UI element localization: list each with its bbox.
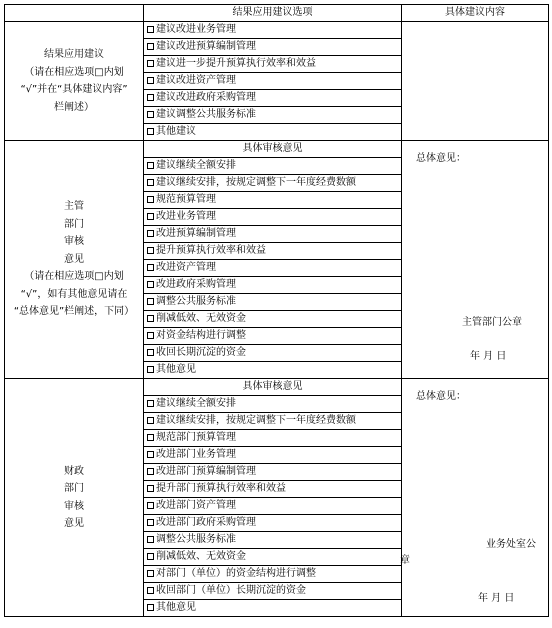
section2-label-cell xyxy=(5,141,144,379)
checkbox[interactable] xyxy=(147,553,154,560)
section1-label-cell xyxy=(5,22,144,141)
header-blank xyxy=(5,5,144,22)
section2-option[interactable] xyxy=(144,362,402,379)
option-label: 其他意见 xyxy=(156,602,196,614)
section2-option[interactable] xyxy=(144,311,402,328)
section2-label-line: “总体意见”栏阐述，下同） xyxy=(13,306,135,318)
section3-option[interactable] xyxy=(144,600,402,617)
section2-option[interactable] xyxy=(144,260,402,277)
section2-option[interactable] xyxy=(144,243,402,260)
checkbox[interactable] xyxy=(147,604,154,611)
seal-label-overflow: 章 xyxy=(400,555,410,566)
section1-option[interactable] xyxy=(144,90,402,107)
checkbox[interactable] xyxy=(147,247,154,254)
header-options: 结果应用建议选项 xyxy=(144,5,402,22)
section2-label-line: 意见 xyxy=(64,253,84,265)
option-label: 规范部门预算管理 xyxy=(156,432,236,444)
section3-option[interactable] xyxy=(144,447,402,464)
section2-label-line: 主管 xyxy=(64,201,84,213)
section1-option[interactable] xyxy=(144,39,402,56)
section3-option[interactable] xyxy=(144,396,402,413)
section1-option[interactable] xyxy=(144,56,402,73)
section3-option[interactable] xyxy=(144,583,402,600)
section3-label-line: 审核 xyxy=(64,500,84,512)
section3-overall-cell[interactable] xyxy=(402,379,549,617)
checkbox[interactable] xyxy=(147,485,154,492)
section2-label-line: 审核 xyxy=(64,236,84,248)
section1-option[interactable] xyxy=(144,107,402,124)
option-label: 削减低效、无效资金 xyxy=(156,551,246,563)
section2-option[interactable] xyxy=(144,226,402,243)
option-label: 收回部门（单位）长期沉淀的资金 xyxy=(156,585,306,597)
option-label: 改进政府采购管理 xyxy=(156,279,236,291)
option-label: 调整公共服务标准 xyxy=(156,534,236,546)
option-label: 其他意见 xyxy=(156,364,196,376)
checkbox[interactable] xyxy=(147,451,154,458)
section2-label-line: “√”，如有其他意见请在 xyxy=(20,288,128,300)
section1-option[interactable] xyxy=(144,73,402,90)
checkbox[interactable] xyxy=(147,366,154,373)
checkbox[interactable] xyxy=(147,536,154,543)
option-label: 改进部门业务管理 xyxy=(156,449,236,461)
section2-option[interactable] xyxy=(144,294,402,311)
section3-option[interactable] xyxy=(144,413,402,430)
section3-subheader-row xyxy=(5,379,549,396)
section2-option[interactable] xyxy=(144,192,402,209)
form-table xyxy=(4,4,549,617)
checkbox[interactable] xyxy=(147,111,154,118)
option-label: 建议继续全额安排 xyxy=(156,398,236,410)
section2-overall-cell[interactable] xyxy=(402,141,549,379)
option-label: 建议改进业务管理 xyxy=(156,24,236,36)
date-label: 年 月 日 xyxy=(478,593,515,604)
checkbox[interactable] xyxy=(147,162,154,169)
section3-option[interactable] xyxy=(144,549,402,566)
section3-option[interactable] xyxy=(144,532,402,549)
checkbox[interactable] xyxy=(147,587,154,594)
section2-label-line: （请在相应选项□内划 xyxy=(24,271,124,283)
section1-label-line: “√”并在“具体建议内容” xyxy=(20,84,128,95)
checkbox[interactable] xyxy=(147,298,154,305)
section2-option[interactable] xyxy=(144,345,402,362)
checkbox[interactable] xyxy=(147,417,154,424)
section2-label-line: 部门 xyxy=(64,218,84,230)
section2-option[interactable] xyxy=(144,209,402,226)
option-label: 建议继续安排，按规定调整下一年度经费数额 xyxy=(156,177,356,189)
checkbox[interactable] xyxy=(147,60,154,67)
checkbox[interactable] xyxy=(147,400,154,407)
option-label: 改进部门资产管理 xyxy=(156,500,236,512)
checkbox[interactable] xyxy=(147,128,154,135)
checkbox[interactable] xyxy=(147,468,154,475)
header-content: 具体建议内容 xyxy=(402,5,549,22)
section3-label-line: 财政 xyxy=(64,465,84,477)
option-label: 建议进一步提升预算执行效率和效益 xyxy=(156,58,316,70)
seal-label: 主管部门公章 xyxy=(462,317,522,328)
section3-option[interactable] xyxy=(144,498,402,515)
checkbox[interactable] xyxy=(147,332,154,339)
checkbox[interactable] xyxy=(147,213,154,220)
checkbox[interactable] xyxy=(147,43,154,50)
checkbox[interactable] xyxy=(147,77,154,84)
section1-overall-cell[interactable] xyxy=(402,22,549,141)
overall-opinion-label: 总体意见： xyxy=(416,391,466,402)
checkbox[interactable] xyxy=(147,502,154,509)
section1-option[interactable] xyxy=(144,22,402,39)
section2-option[interactable] xyxy=(144,277,402,294)
section2-subheader: 具体审核意见 xyxy=(144,141,402,158)
section1-label-line: （请在相应选项□内划 xyxy=(24,66,124,78)
checkbox[interactable] xyxy=(147,264,154,271)
overall-opinion-label: 总体意见： xyxy=(416,153,466,164)
option-label: 对资金结构进行调整 xyxy=(156,330,246,342)
checkbox[interactable] xyxy=(147,315,154,322)
option-label: 其他建议 xyxy=(156,126,196,138)
section3-label-line: 意见 xyxy=(64,518,84,529)
option-label: 提升部门预算执行效率和效益 xyxy=(156,483,286,495)
option-label: 建议改进预算编制管理 xyxy=(156,41,256,53)
option-label: 提升预算执行效率和效益 xyxy=(156,245,266,257)
option-label: 改进业务管理 xyxy=(156,211,216,223)
section3-option[interactable] xyxy=(144,481,402,498)
option-label: 对部门（单位）的资金结构进行调整 xyxy=(156,568,316,580)
checkbox[interactable] xyxy=(147,179,154,186)
date-label: 年 月 日 xyxy=(470,351,507,362)
section3-label-line: 部门 xyxy=(64,483,84,494)
checkbox[interactable] xyxy=(147,570,154,577)
section2-option[interactable] xyxy=(144,158,402,175)
option-label: 改进部门预算编制管理 xyxy=(156,466,256,478)
checkbox[interactable] xyxy=(147,281,154,288)
option-label: 收回长期沉淀的资金 xyxy=(156,347,246,359)
option-label: 改进部门政府采购管理 xyxy=(156,517,256,529)
option-label: 建议调整公共服务标准 xyxy=(156,109,256,121)
option-label: 建议继续全额安排 xyxy=(156,160,236,172)
section3-option[interactable] xyxy=(144,430,402,447)
section3-label-cell xyxy=(5,379,144,617)
section3-subheader: 具体审核意见 xyxy=(144,379,402,396)
section1-row xyxy=(5,22,549,39)
option-label: 改进预算编制管理 xyxy=(156,228,236,240)
option-label: 建议改进资产管理 xyxy=(156,75,236,87)
option-label: 规范预算管理 xyxy=(156,194,216,206)
section1-label-line: 栏阐述） xyxy=(54,101,94,113)
checkbox[interactable] xyxy=(147,434,154,441)
section2-option[interactable] xyxy=(144,175,402,192)
seal-label: 业务处室公 xyxy=(486,539,536,550)
section2-option[interactable] xyxy=(144,328,402,345)
option-label: 削减低效、无效资金 xyxy=(156,313,246,325)
option-label: 建议继续安排，按规定调整下一年度经费数额 xyxy=(156,415,356,427)
checkbox[interactable] xyxy=(147,94,154,101)
section3-option[interactable] xyxy=(144,515,402,532)
section3-option[interactable] xyxy=(144,566,402,583)
header-row xyxy=(5,5,549,22)
checkbox[interactable] xyxy=(147,196,154,203)
option-label: 调整公共服务标准 xyxy=(156,296,236,308)
checkbox[interactable] xyxy=(147,349,154,356)
section2-subheader-row xyxy=(5,141,549,158)
checkbox[interactable] xyxy=(147,519,154,526)
section1-option[interactable] xyxy=(144,124,402,141)
section3-option[interactable] xyxy=(144,464,402,481)
checkbox[interactable] xyxy=(147,230,154,237)
option-label: 建议改进政府采购管理 xyxy=(156,92,256,104)
checkbox[interactable] xyxy=(147,26,154,33)
option-label: 改进资产管理 xyxy=(156,262,216,274)
section1-label-line: 结果应用建议 xyxy=(44,49,104,60)
